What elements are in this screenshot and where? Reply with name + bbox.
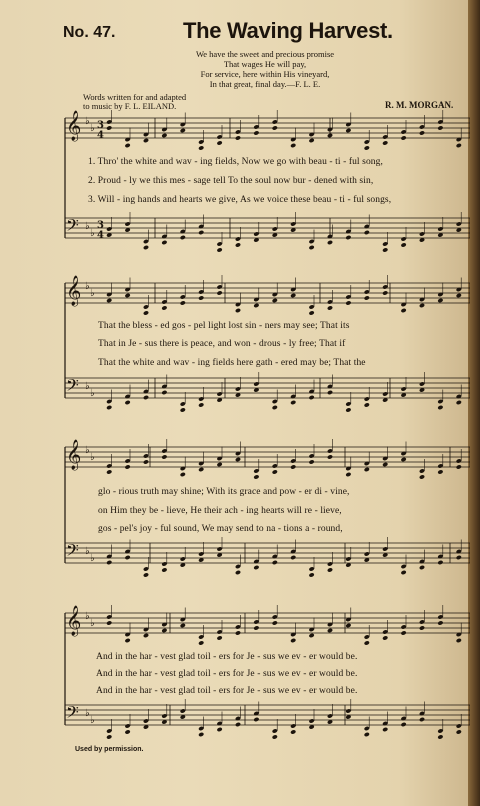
notehead	[125, 729, 131, 734]
notehead	[290, 143, 296, 148]
notehead	[401, 242, 407, 247]
notehead	[106, 405, 112, 410]
lyric-line: 2. Proud - ly we this mes - sage tell To the soul now bur - dened with sin,	[88, 176, 374, 186]
notehead	[309, 395, 315, 400]
notehead	[143, 395, 149, 400]
notehead	[327, 567, 333, 572]
notehead	[235, 630, 241, 635]
notehead	[217, 462, 223, 467]
notehead	[198, 640, 204, 645]
notehead	[253, 717, 259, 722]
notehead	[437, 298, 443, 303]
notehead	[272, 620, 278, 625]
notehead	[419, 565, 425, 570]
notehead	[253, 474, 259, 479]
time-signature: 3	[97, 220, 104, 231]
notehead	[106, 469, 112, 474]
notehead	[456, 464, 462, 469]
notehead	[143, 138, 149, 143]
treble-clef: 𝄞	[66, 440, 82, 470]
bass-clef: 𝄢	[66, 702, 79, 726]
lyric-line: gos - pel's joy - ful sound, We may send to na - tions a - round,	[98, 524, 343, 534]
notehead	[456, 555, 462, 560]
notehead	[327, 240, 333, 245]
notehead	[437, 560, 443, 565]
time-signature: 4	[97, 230, 104, 241]
notehead	[253, 130, 259, 135]
notehead	[437, 405, 443, 410]
time-signature: 4	[97, 130, 104, 141]
notehead	[364, 732, 370, 737]
notehead	[364, 402, 370, 407]
notehead	[345, 472, 351, 477]
notehead	[198, 732, 204, 737]
notehead	[272, 469, 278, 474]
notehead	[290, 400, 296, 405]
bass-clef: 𝄢	[66, 215, 79, 239]
notehead	[125, 293, 131, 298]
notehead	[125, 143, 131, 148]
notehead	[364, 640, 370, 645]
notehead	[161, 454, 167, 459]
notehead	[345, 128, 351, 133]
notehead	[106, 560, 112, 565]
notehead	[401, 457, 407, 462]
notehead	[161, 567, 167, 572]
flat-sign: ♭	[85, 381, 90, 392]
notehead	[125, 400, 131, 405]
notehead	[106, 734, 112, 739]
flat-sign: ♭	[90, 452, 95, 463]
notehead	[290, 293, 296, 298]
notehead	[180, 300, 186, 305]
notehead	[401, 308, 407, 313]
notehead	[309, 138, 315, 143]
epigraph-line: That wages He will pay,	[223, 59, 307, 69]
notehead	[309, 633, 315, 638]
flat-sign: ♭	[85, 116, 90, 127]
epigraph-line: For service, here within His vineyard,	[200, 69, 330, 79]
flat-sign: ♭	[85, 445, 90, 456]
flat-sign: ♭	[90, 123, 95, 134]
flat-sign: ♭	[85, 281, 90, 292]
notehead	[180, 128, 186, 133]
notehead	[401, 630, 407, 635]
notehead	[327, 133, 333, 138]
notehead	[437, 469, 443, 474]
notehead	[272, 298, 278, 303]
epigraph-line: We have the sweet and precious promise	[195, 49, 335, 59]
flat-sign: ♭	[90, 618, 95, 629]
notehead	[290, 729, 296, 734]
notehead	[180, 407, 186, 412]
treble-clef: 𝄞	[66, 276, 82, 306]
hymn-number: No. 47.	[63, 24, 116, 41]
notehead	[161, 628, 167, 633]
permission-footnote: Used by permission.	[75, 746, 144, 753]
notehead	[180, 472, 186, 477]
notehead	[106, 125, 112, 130]
notehead	[382, 462, 388, 467]
notehead	[456, 638, 462, 643]
notehead	[382, 140, 388, 145]
notehead	[143, 459, 149, 464]
words-credit-line: to music by F. L. EILAND.	[83, 101, 177, 111]
notehead	[309, 310, 315, 315]
notehead	[364, 230, 370, 235]
lyric-line: And in the har - vest glad toil - ers for Je - sus we ev - er would be.	[96, 686, 358, 696]
composer-credit: R. M. MORGAN.	[385, 100, 454, 110]
lyric-line: glo - rious truth may shine; With its grace and pow - er di - vine,	[98, 487, 350, 497]
flat-sign: ♭	[85, 221, 90, 232]
notehead	[235, 308, 241, 313]
notehead	[327, 628, 333, 633]
epigraph-line: In that great, final day.—F. L. E.	[209, 79, 321, 89]
notehead	[456, 729, 462, 734]
notehead	[456, 400, 462, 405]
notehead	[327, 454, 333, 459]
hymn-title: The Waving Harvest.	[183, 18, 393, 43]
notehead	[235, 570, 241, 575]
bass-clef: 𝄢	[66, 540, 79, 564]
lyric-line: And in the har - vest glad toil - ers for Je - sus we ev - er would be.	[96, 652, 358, 662]
notehead	[143, 572, 149, 577]
notehead	[272, 125, 278, 130]
notehead	[345, 235, 351, 240]
notehead	[125, 638, 131, 643]
notehead	[217, 635, 223, 640]
treble-clef: 𝄞	[66, 111, 82, 141]
bass-clef: 𝄢	[66, 375, 79, 399]
notehead	[382, 247, 388, 252]
flat-sign: ♭	[85, 708, 90, 719]
notehead	[143, 310, 149, 315]
notehead	[364, 467, 370, 472]
notehead	[456, 293, 462, 298]
notehead	[290, 638, 296, 643]
lyric-line: on Him they be - lieve, He their ach - ing hearts will re - lieve,	[98, 506, 342, 516]
notehead	[180, 623, 186, 628]
notehead	[290, 464, 296, 469]
notehead	[180, 235, 186, 240]
notehead	[345, 300, 351, 305]
notehead	[217, 140, 223, 145]
notehead	[401, 135, 407, 140]
notehead	[198, 145, 204, 150]
notehead	[419, 303, 425, 308]
notehead	[198, 230, 204, 235]
lyric-line: And in the har - vest glad toil - ers for Je - sus we ev - er would be.	[96, 669, 358, 679]
notehead	[106, 298, 112, 303]
notehead	[235, 457, 241, 462]
notehead	[419, 717, 425, 722]
notehead	[382, 727, 388, 732]
flat-sign: ♭	[85, 546, 90, 557]
notehead	[437, 125, 443, 130]
words-credit-line: Words written for and adapted	[83, 92, 187, 102]
notehead	[364, 145, 370, 150]
notehead	[217, 727, 223, 732]
lyric-line: That the white and wav - ing fields here gath - ered may be; That the	[98, 358, 366, 368]
flat-sign: ♭	[90, 288, 95, 299]
lyric-line: That the bless - ed gos - pel light lost sin - ners may see; That its	[98, 321, 350, 331]
notehead	[437, 620, 443, 625]
notehead	[437, 734, 443, 739]
notehead	[235, 135, 241, 140]
lyric-line: 1. Thro' the white and wav - ing fields, Now we go with beau - ti - ful song,	[88, 157, 383, 167]
lyric-line: That in Je - sus there is peace, and won - drous - ly free; That if	[98, 339, 346, 349]
notehead	[327, 390, 333, 395]
notehead	[345, 623, 351, 628]
notehead	[272, 560, 278, 565]
notehead	[143, 245, 149, 250]
notehead	[235, 242, 241, 247]
notehead	[161, 133, 167, 138]
flat-sign: ♭	[90, 553, 95, 564]
notehead	[419, 130, 425, 135]
notehead	[290, 555, 296, 560]
notehead	[309, 245, 315, 250]
notehead	[382, 635, 388, 640]
notehead	[272, 734, 278, 739]
notehead	[382, 290, 388, 295]
notehead	[253, 303, 259, 308]
notehead	[456, 143, 462, 148]
notehead	[217, 247, 223, 252]
notehead	[272, 405, 278, 410]
lyric-line: 3. Will - ing hands and hearts we give, As we voice these beau - ti - ful songs,	[88, 195, 392, 205]
notehead	[106, 620, 112, 625]
notehead	[198, 467, 204, 472]
notehead	[161, 240, 167, 245]
notehead	[161, 390, 167, 395]
flat-sign: ♭	[90, 388, 95, 399]
notehead	[143, 633, 149, 638]
notehead	[253, 565, 259, 570]
notehead	[125, 555, 131, 560]
flat-sign: ♭	[90, 715, 95, 726]
notehead	[309, 572, 315, 577]
notehead	[125, 464, 131, 469]
notehead	[198, 295, 204, 300]
flat-sign: ♭	[90, 228, 95, 239]
notehead	[327, 305, 333, 310]
notehead	[401, 570, 407, 575]
notehead	[345, 407, 351, 412]
notehead	[161, 305, 167, 310]
notehead	[253, 625, 259, 630]
notehead	[419, 474, 425, 479]
treble-clef: 𝄞	[66, 606, 82, 636]
time-signature: 3	[97, 120, 104, 131]
notehead	[309, 459, 315, 464]
notehead	[419, 625, 425, 630]
flat-sign: ♭	[85, 611, 90, 622]
notehead	[364, 295, 370, 300]
notehead	[235, 722, 241, 727]
notehead	[198, 402, 204, 407]
notehead	[217, 290, 223, 295]
notehead	[401, 722, 407, 727]
